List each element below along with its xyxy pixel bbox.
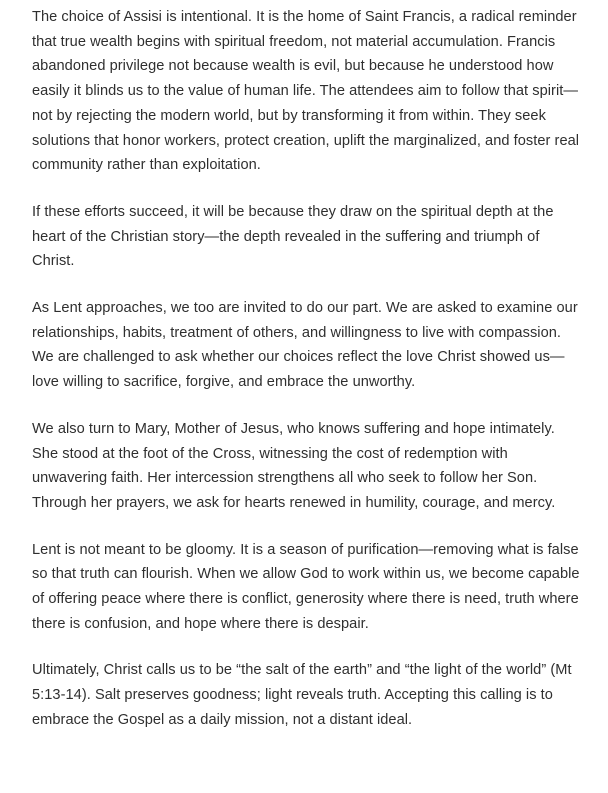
article-body <box>32 5 580 733</box>
paragraph-purification: Lent is not meant to be gloomy. It is a season of purification—removing what is false so that truth can flourish. When we allow God to work within us, we become capable of offering peace where there is conflict, generosity where there is need, truth where there is confusion, and hope where there is despair. <box>32 541 580 632</box>
paragraph-mary: We also turn to Mary, Mother of Jesus, who knows suffering and hope intimately. She stood at the foot of the Cross, witnessing the cost of redemption with unwavering faith. Her intercession strengthens all who seek to follow her Son. Through her prayers, we ask for hearts renewed in humility, courage, and mercy. <box>32 420 556 511</box>
paragraph-salt-and-light: Ultimately, Christ calls us to be “the salt of the earth” and “the light of the world” (Mt 5:13-14). Salt preserves goodness; light reveals truth. Accepting this calling is to embrace the Gospel as a daily mission, not a distant ideal. <box>32 662 572 728</box>
paragraph-lent-approaches: As Lent approaches, we too are invited to do our part. We are asked to examine our relationships, habits, treatment of others, and willingness to live with compassion. We are challenged to ask whether our choices reflect the love Christ showed us—love willing to sacrifice, forgive, and embrace the unworthy. <box>32 300 578 391</box>
paragraph-spiritual-depth: If these efforts succeed, it will be because they draw on the spiritual depth at the heart of the Christian story—the depth revealed in the suffering and triumph of Christ. <box>32 203 554 270</box>
paragraph-assisi: The choice of Assisi is intentional. It is the home of Saint Francis, a radical reminder that true wealth begins with spiritual freedom, not material accumulation. Francis abandoned privilege not because wealth is evil, but because he understood how easily it blinds us to the value of human life. The attendees aim to follow that spirit—not by rejecting the modern world, but by transforming it from within. They seek solutions that honor workers, protect creation, uplift the marginalized, and foster real community rather than exploitation. <box>32 9 580 174</box>
